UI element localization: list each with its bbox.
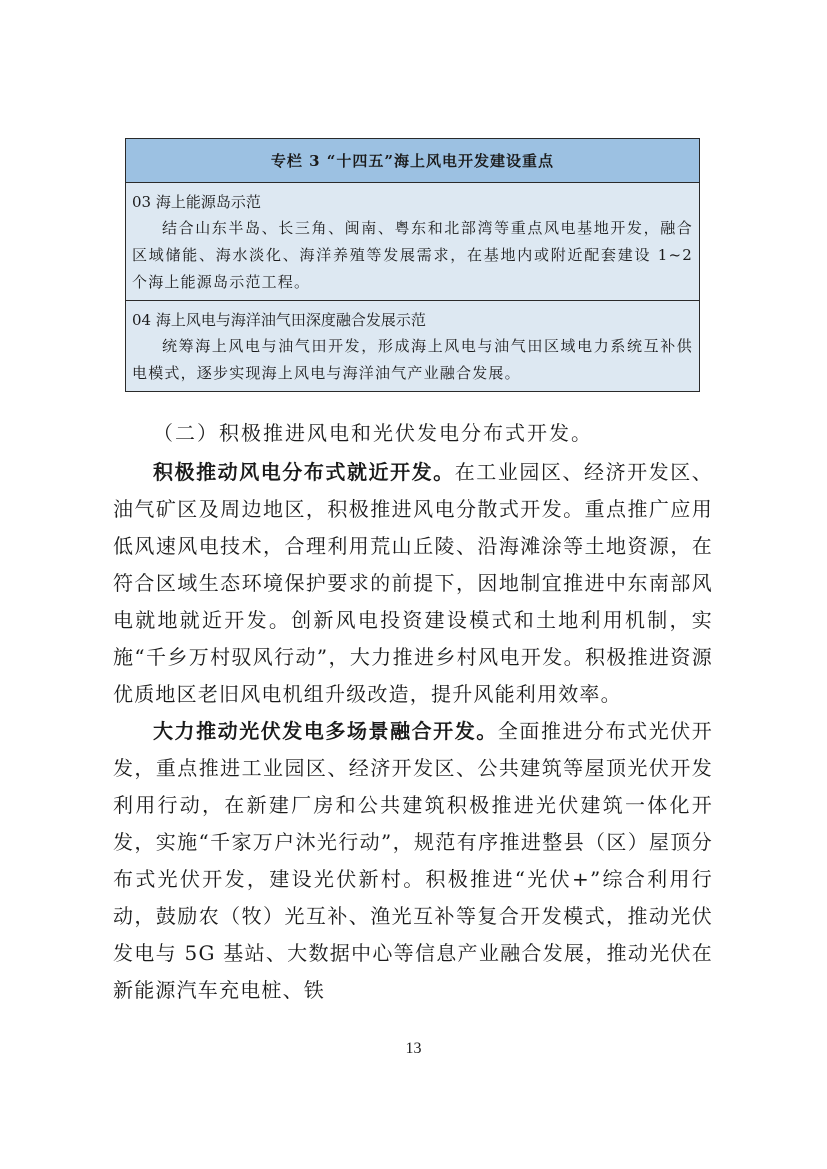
paragraph-lead: 积极推动风电分布式就近开发。 bbox=[153, 460, 455, 484]
section-heading: （二）积极推进风电和光伏发电分布式开发。 bbox=[153, 421, 593, 445]
paragraph-text: 全面推进分布式光伏开发，重点推进工业园区、经济开发区、公共建筑等屋顶光伏开发利用行动，在新建厂房和公共建筑积极推进光伏建筑一体化开发，实施“千家万户沐光行动”，规范有序推进整县（区）屋顶分布式光伏开发，建设光伏新村。积极推进“光伏+”综合利用行动，鼓励农（牧）光互补、渔光互补等复合开发模式，推动光伏发电与 5G 基站、大数据中心等信息产业融合发展，推动光伏在新能源汽车充电桩、铁 bbox=[113, 719, 714, 1002]
box-section-04 bbox=[126, 300, 699, 391]
section-title: 03 海上能源岛示范 bbox=[132, 193, 261, 211]
paragraph bbox=[113, 713, 713, 1009]
section-body: 结合山东半岛、长三角、闽南、粤东和北部湾等重点风电基地开发，融合区域储能、海水淡化、海洋养殖等发展需求，在基地内或附近配套建设 1~2 个海上能源岛示范工程。 bbox=[132, 219, 693, 291]
box-title: 专栏 3 “十四五”海上风电开发建设重点 bbox=[126, 139, 699, 183]
body-text bbox=[113, 454, 713, 1009]
paragraph-lead: 大力推动光伏发电多场景融合开发。 bbox=[153, 719, 498, 743]
paragraph-text: 在工业园区、经济开发区、油气矿区及周边地区，积极推进风电分散式开发。重点推广应用低风速风电技术，合理利用荒山丘陵、沿海滩涂等土地资源，在符合区域生态环境保护要求的前提下，因地制宜推进中东南部风电就地就近开发。创新风电投资建设模式和土地利用机制，实施“千乡万村驭风行动”，大力推进乡村风电开发。积极推进资源优质地区老旧风电机组升级改造，提升风能利用效率。 bbox=[113, 460, 713, 706]
section-body: 统筹海上风电与油气田开发，形成海上风电与油气田区域电力系统互补供电模式，逐步实现海上风电与海洋油气产业融合发展。 bbox=[132, 337, 693, 382]
section-title: 04 海上风电与海洋油气田深度融合发展示范 bbox=[132, 311, 426, 329]
box-section-03 bbox=[126, 183, 699, 300]
feature-box bbox=[125, 138, 700, 392]
page-number: 13 bbox=[405, 1040, 422, 1057]
paragraph bbox=[113, 454, 713, 713]
